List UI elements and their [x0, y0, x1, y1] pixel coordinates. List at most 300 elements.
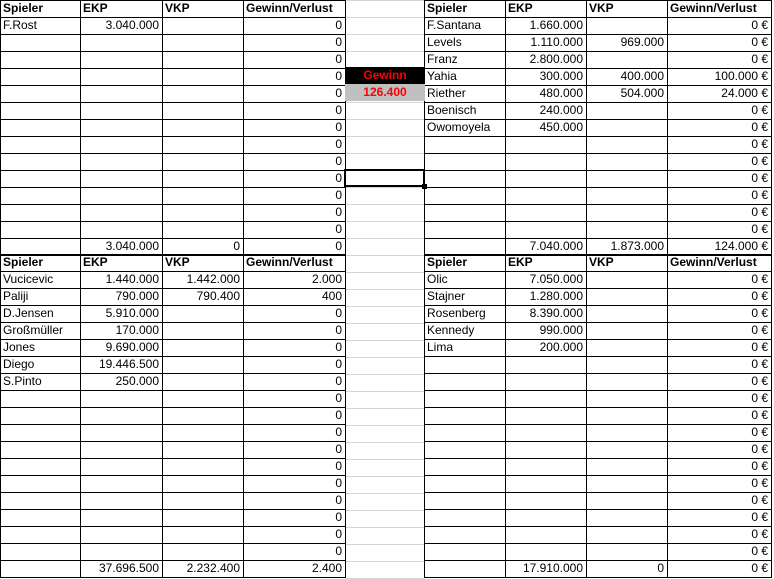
- ekp-cell[interactable]: [505, 407, 586, 424]
- player-cell[interactable]: [424, 356, 505, 373]
- vkp-cell[interactable]: [586, 441, 667, 458]
- vkp-cell[interactable]: [586, 153, 667, 170]
- ekp-cell[interactable]: [505, 492, 586, 509]
- grid-line: [424, 119, 771, 120]
- grid-line: [424, 254, 425, 578]
- vkp-cell[interactable]: [162, 475, 243, 492]
- grid-line: [0, 458, 345, 459]
- vkp-cell[interactable]: [162, 322, 243, 339]
- player-cell[interactable]: [424, 475, 505, 492]
- player-cell[interactable]: [0, 492, 80, 509]
- vkp-cell[interactable]: [586, 288, 667, 305]
- vkp-cell[interactable]: [162, 51, 243, 68]
- ekp-cell[interactable]: [80, 153, 162, 170]
- ekp-total[interactable]: 17.910.000: [522, 561, 583, 575]
- vkp-cell[interactable]: [586, 221, 667, 238]
- vkp-cell[interactable]: [586, 102, 667, 119]
- player-cell[interactable]: Riether: [427, 86, 466, 100]
- gain-cell[interactable]: 0 €: [751, 544, 768, 558]
- grid-line: [345, 476, 424, 477]
- column-header-player[interactable]: Spieler: [427, 255, 468, 269]
- gain-total[interactable]: 124.000 €: [714, 239, 768, 253]
- gain-cell[interactable]: 0: [335, 120, 342, 134]
- grid-line: [0, 356, 345, 357]
- gain-cell[interactable]: 0: [335, 425, 342, 439]
- ekp-cell[interactable]: [80, 85, 162, 102]
- ekp-cell[interactable]: [80, 119, 162, 136]
- ekp-cell[interactable]: [505, 373, 586, 390]
- column-header-vkp[interactable]: VKP: [165, 1, 190, 15]
- vkp-cell[interactable]: [162, 526, 243, 543]
- player-cell[interactable]: [424, 441, 505, 458]
- player-cell[interactable]: [0, 526, 80, 543]
- player-cell[interactable]: [0, 51, 80, 68]
- player-cell[interactable]: D.Jensen: [3, 306, 54, 320]
- gain-cell[interactable]: 0: [335, 408, 342, 422]
- ekp-cell[interactable]: [505, 424, 586, 441]
- ekp-total[interactable]: 37.696.500: [98, 561, 159, 575]
- gain-cell[interactable]: 0: [335, 323, 342, 337]
- ekp-cell[interactable]: [80, 102, 162, 119]
- gain-cell[interactable]: 0 €: [751, 357, 768, 371]
- player-cell[interactable]: [0, 68, 80, 85]
- ekp-cell[interactable]: [80, 458, 162, 475]
- gain-cell[interactable]: 0 €: [751, 103, 768, 117]
- player-cell[interactable]: [0, 204, 80, 221]
- vkp-cell[interactable]: [586, 543, 667, 560]
- player-cell[interactable]: [424, 204, 505, 221]
- gain-cell[interactable]: 0 €: [751, 188, 768, 202]
- gain-cell[interactable]: 0 €: [751, 459, 768, 473]
- player-cell[interactable]: Lima: [427, 340, 454, 354]
- player-cell[interactable]: [424, 187, 505, 204]
- vkp-total[interactable]: 2.232.400: [186, 561, 240, 575]
- grid-line: [0, 475, 345, 476]
- ekp-cell[interactable]: 480.000: [539, 86, 583, 100]
- vkp-cell[interactable]: [162, 34, 243, 51]
- gain-cell[interactable]: 24.000 €: [721, 86, 768, 100]
- grid-line: [424, 356, 771, 357]
- vkp-cell[interactable]: [586, 51, 667, 68]
- gain-cell[interactable]: 0: [335, 69, 342, 83]
- grid-line: [345, 272, 424, 273]
- player-cell[interactable]: [424, 136, 505, 153]
- player-cell[interactable]: F.Santana: [427, 18, 482, 32]
- grid-line: [424, 339, 771, 340]
- vkp-cell[interactable]: 969.000: [620, 35, 664, 49]
- ekp-cell[interactable]: 5.910.000: [105, 306, 159, 320]
- player-cell[interactable]: [0, 475, 80, 492]
- gain-cell[interactable]: 0 €: [751, 527, 768, 541]
- totals-label-cell[interactable]: [0, 560, 80, 577]
- player-cell[interactable]: [424, 170, 505, 187]
- player-cell[interactable]: [0, 221, 80, 238]
- vkp-cell[interactable]: [162, 221, 243, 238]
- vkp-cell[interactable]: [162, 424, 243, 441]
- gain-cell[interactable]: 0 €: [751, 476, 768, 490]
- vkp-cell[interactable]: [586, 492, 667, 509]
- ekp-cell[interactable]: 2.800.000: [529, 52, 583, 66]
- player-cell[interactable]: [0, 119, 80, 136]
- gain-cell[interactable]: 0: [335, 374, 342, 388]
- gain-cell[interactable]: 0: [335, 459, 342, 473]
- vkp-cell[interactable]: [586, 509, 667, 526]
- gain-cell[interactable]: 0: [335, 340, 342, 354]
- player-cell[interactable]: Diego: [3, 357, 35, 371]
- player-cell[interactable]: [0, 543, 80, 560]
- player-cell[interactable]: [0, 136, 80, 153]
- player-cell[interactable]: [0, 407, 80, 424]
- vkp-total[interactable]: 0: [657, 561, 664, 575]
- ekp-cell[interactable]: 300.000: [539, 69, 583, 83]
- ekp-cell[interactable]: [80, 204, 162, 221]
- gain-cell[interactable]: 0: [335, 306, 342, 320]
- ekp-cell[interactable]: 1.280.000: [529, 289, 583, 303]
- column-header-player[interactable]: Spieler: [427, 1, 468, 15]
- ekp-cell[interactable]: 8.390.000: [529, 306, 583, 320]
- ekp-cell[interactable]: [505, 526, 586, 543]
- ekp-cell[interactable]: 450.000: [539, 120, 583, 134]
- column-header-vkp[interactable]: VKP: [165, 255, 190, 269]
- gain-cell[interactable]: 0: [335, 52, 342, 66]
- ekp-cell[interactable]: [505, 475, 586, 492]
- vkp-cell[interactable]: [162, 85, 243, 102]
- player-cell[interactable]: [424, 458, 505, 475]
- gain-cell[interactable]: 0: [335, 86, 342, 100]
- gain-cell[interactable]: 0 €: [751, 306, 768, 320]
- vkp-cell[interactable]: [162, 153, 243, 170]
- ekp-cell[interactable]: [80, 509, 162, 526]
- player-cell[interactable]: Paliji: [3, 289, 29, 303]
- player-cell[interactable]: [424, 153, 505, 170]
- gain-cell[interactable]: 0 €: [751, 323, 768, 337]
- gain-cell[interactable]: 0 €: [751, 374, 768, 388]
- player-cell[interactable]: Yahia: [427, 69, 457, 83]
- gain-cell[interactable]: 0 €: [751, 408, 768, 422]
- ekp-cell[interactable]: [80, 221, 162, 238]
- vkp-cell[interactable]: [586, 305, 667, 322]
- ekp-cell[interactable]: [505, 390, 586, 407]
- vkp-cell[interactable]: [162, 509, 243, 526]
- player-cell[interactable]: [424, 424, 505, 441]
- vkp-cell[interactable]: [162, 407, 243, 424]
- column-header-vkp[interactable]: VKP: [589, 255, 614, 269]
- column-header-gain[interactable]: Gewinn/Verlust: [246, 1, 333, 15]
- ekp-cell[interactable]: [80, 475, 162, 492]
- player-cell[interactable]: Olic: [427, 272, 448, 286]
- ekp-cell[interactable]: [80, 441, 162, 458]
- vkp-cell[interactable]: [162, 305, 243, 322]
- player-cell[interactable]: Jones: [3, 340, 36, 354]
- grid-line: [424, 51, 771, 52]
- ekp-cell[interactable]: [505, 458, 586, 475]
- vkp-cell[interactable]: [162, 441, 243, 458]
- gewinn-total-value[interactable]: 126.400: [345, 84, 425, 101]
- column-header-ekp[interactable]: EKP: [83, 255, 108, 269]
- gain-cell[interactable]: 0 €: [751, 35, 768, 49]
- ekp-cell[interactable]: 1.440.000: [105, 272, 159, 286]
- grid-line: [345, 119, 424, 120]
- gain-cell[interactable]: 0: [335, 391, 342, 405]
- player-cell[interactable]: Vucicevic: [3, 272, 54, 286]
- player-cell[interactable]: [424, 221, 505, 238]
- totals-label-cell[interactable]: [424, 238, 505, 255]
- ekp-cell[interactable]: 19.446.500: [98, 357, 159, 371]
- player-cell[interactable]: [0, 424, 80, 441]
- ekp-cell[interactable]: [80, 51, 162, 68]
- ekp-cell[interactable]: 1.660.000: [529, 18, 583, 32]
- vkp-cell[interactable]: [162, 68, 243, 85]
- ekp-cell[interactable]: [80, 187, 162, 204]
- ekp-cell[interactable]: 9.690.000: [105, 340, 159, 354]
- player-cell[interactable]: Kennedy: [427, 323, 475, 337]
- vkp-cell[interactable]: 1.442.000: [186, 272, 240, 286]
- ekp-total[interactable]: 7.040.000: [529, 239, 583, 253]
- gain-cell[interactable]: 0 €: [751, 205, 768, 219]
- gain-cell[interactable]: 2.000: [311, 272, 342, 286]
- player-cell[interactable]: [0, 390, 80, 407]
- vkp-cell[interactable]: [586, 356, 667, 373]
- vkp-cell[interactable]: [162, 119, 243, 136]
- gain-cell[interactable]: 0 €: [751, 52, 768, 66]
- gain-cell[interactable]: 0: [335, 103, 342, 117]
- gain-cell[interactable]: 0 €: [751, 154, 768, 168]
- ekp-cell[interactable]: [80, 136, 162, 153]
- grid-line: [80, 0, 81, 256]
- ekp-cell[interactable]: [80, 68, 162, 85]
- ekp-cell[interactable]: [505, 170, 586, 187]
- player-cell[interactable]: F.Rost: [3, 18, 38, 32]
- column-header-ekp[interactable]: EKP: [508, 255, 533, 269]
- gain-cell[interactable]: 0 €: [751, 18, 768, 32]
- ekp-total[interactable]: 3.040.000: [105, 239, 159, 253]
- gain-cell[interactable]: 0 €: [751, 120, 768, 134]
- gain-cell[interactable]: 0 €: [751, 391, 768, 405]
- player-cell[interactable]: [0, 153, 80, 170]
- vkp-cell[interactable]: [586, 170, 667, 187]
- grid-line: [0, 153, 345, 154]
- grid-line: [345, 0, 346, 256]
- ekp-cell[interactable]: [505, 204, 586, 221]
- player-cell[interactable]: [424, 526, 505, 543]
- gain-total[interactable]: 0 €: [751, 561, 768, 575]
- vkp-cell[interactable]: 504.000: [620, 86, 664, 100]
- grid-line: [0, 238, 345, 239]
- player-cell[interactable]: [424, 543, 505, 560]
- ekp-cell[interactable]: [505, 136, 586, 153]
- vkp-cell[interactable]: [162, 339, 243, 356]
- ekp-cell[interactable]: 3.040.000: [105, 18, 159, 32]
- player-cell[interactable]: Stajner: [427, 289, 466, 303]
- vkp-cell[interactable]: 400.000: [620, 69, 664, 83]
- gain-cell[interactable]: 0 €: [751, 272, 768, 286]
- gain-cell[interactable]: 0 €: [751, 137, 768, 151]
- vkp-cell[interactable]: 790.400: [196, 289, 240, 303]
- player-cell[interactable]: [0, 458, 80, 475]
- ekp-cell[interactable]: 1.110.000: [530, 35, 583, 49]
- ekp-cell[interactable]: 990.000: [539, 323, 583, 337]
- grid-line: [424, 390, 771, 391]
- player-cell[interactable]: [0, 441, 80, 458]
- ekp-cell[interactable]: 200.000: [539, 340, 583, 354]
- gain-cell[interactable]: 0: [335, 137, 342, 151]
- vkp-cell[interactable]: [586, 187, 667, 204]
- vkp-cell[interactable]: [162, 102, 243, 119]
- column-header-ekp[interactable]: EKP: [508, 1, 533, 15]
- vkp-cell[interactable]: [586, 136, 667, 153]
- gain-total[interactable]: 2.400: [311, 561, 342, 575]
- player-cell[interactable]: [424, 373, 505, 390]
- ekp-cell[interactable]: 7.050.000: [529, 272, 583, 286]
- gain-cell[interactable]: 0 €: [751, 289, 768, 303]
- column-header-player[interactable]: Spieler: [3, 1, 44, 15]
- fill-handle[interactable]: [422, 184, 427, 189]
- totals-label-cell[interactable]: [424, 560, 505, 577]
- ekp-cell[interactable]: [80, 170, 162, 187]
- vkp-cell[interactable]: [586, 17, 667, 34]
- grid-line: [0, 68, 345, 69]
- gain-total[interactable]: 0: [335, 239, 342, 253]
- player-cell[interactable]: Rosenberg: [427, 306, 486, 320]
- grid-line: [0, 441, 345, 442]
- gain-cell[interactable]: 0: [335, 171, 342, 185]
- vkp-cell[interactable]: [586, 119, 667, 136]
- grid-line: [162, 254, 163, 578]
- gain-cell[interactable]: 0 €: [751, 442, 768, 456]
- ekp-cell[interactable]: [80, 424, 162, 441]
- vkp-total[interactable]: 0: [233, 239, 240, 253]
- gain-cell[interactable]: 0 €: [751, 510, 768, 524]
- gain-cell[interactable]: 400: [321, 289, 342, 303]
- vkp-cell[interactable]: [162, 204, 243, 221]
- gain-cell[interactable]: 100.000 €: [714, 69, 768, 83]
- gain-cell[interactable]: 0 €: [751, 222, 768, 236]
- gain-cell[interactable]: 0: [335, 527, 342, 541]
- ekp-cell[interactable]: [80, 543, 162, 560]
- player-cell[interactable]: [0, 170, 80, 187]
- column-header-vkp[interactable]: VKP: [589, 1, 614, 15]
- vkp-cell[interactable]: [586, 204, 667, 221]
- ekp-cell[interactable]: [505, 153, 586, 170]
- active-cell-selection[interactable]: [344, 169, 425, 187]
- grid-line: [345, 34, 424, 35]
- gain-cell[interactable]: 0 €: [751, 493, 768, 507]
- ekp-cell[interactable]: 240.000: [539, 103, 583, 117]
- player-cell[interactable]: Boenisch: [427, 103, 477, 117]
- vkp-cell[interactable]: [162, 356, 243, 373]
- ekp-cell[interactable]: [505, 356, 586, 373]
- vkp-cell[interactable]: [162, 373, 243, 390]
- gain-cell[interactable]: 0: [335, 222, 342, 236]
- player-cell[interactable]: [424, 390, 505, 407]
- gain-cell[interactable]: 0: [335, 18, 342, 32]
- vkp-cell[interactable]: [586, 339, 667, 356]
- player-cell[interactable]: [0, 187, 80, 204]
- ekp-cell[interactable]: 790.000: [115, 289, 159, 303]
- column-header-ekp[interactable]: EKP: [83, 1, 108, 15]
- gain-cell[interactable]: 0 €: [751, 340, 768, 354]
- gain-cell[interactable]: 0: [335, 544, 342, 558]
- gain-cell[interactable]: 0: [335, 357, 342, 371]
- vkp-cell[interactable]: [586, 390, 667, 407]
- gain-cell[interactable]: 0: [335, 476, 342, 490]
- vkp-cell[interactable]: [586, 424, 667, 441]
- player-cell[interactable]: [424, 492, 505, 509]
- ekp-cell[interactable]: 250.000: [115, 374, 159, 388]
- vkp-cell[interactable]: [162, 170, 243, 187]
- gain-cell[interactable]: 0: [335, 205, 342, 219]
- ekp-cell[interactable]: [505, 509, 586, 526]
- column-header-gain[interactable]: Gewinn/Verlust: [246, 255, 333, 269]
- player-cell[interactable]: [0, 509, 80, 526]
- player-cell[interactable]: Großmüller: [3, 323, 64, 337]
- totals-label-cell[interactable]: [0, 238, 80, 255]
- gewinn-label[interactable]: Gewinn: [345, 67, 425, 84]
- vkp-cell[interactable]: [586, 322, 667, 339]
- gain-cell[interactable]: 0: [335, 510, 342, 524]
- player-cell[interactable]: [0, 85, 80, 102]
- vkp-cell[interactable]: [162, 136, 243, 153]
- column-header-player[interactable]: Spieler: [3, 255, 44, 269]
- vkp-total[interactable]: 1.873.000: [610, 239, 664, 253]
- vkp-cell[interactable]: [162, 492, 243, 509]
- ekp-cell[interactable]: [505, 221, 586, 238]
- vkp-cell[interactable]: [586, 526, 667, 543]
- gain-cell[interactable]: 0: [335, 188, 342, 202]
- vkp-cell[interactable]: [162, 390, 243, 407]
- ekp-cell[interactable]: [80, 34, 162, 51]
- ekp-cell[interactable]: [80, 492, 162, 509]
- gain-cell[interactable]: 0 €: [751, 171, 768, 185]
- player-cell[interactable]: [424, 509, 505, 526]
- player-cell[interactable]: [0, 34, 80, 51]
- player-cell[interactable]: [424, 407, 505, 424]
- grid-line: [586, 0, 587, 256]
- gain-cell[interactable]: 0: [335, 493, 342, 507]
- vkp-cell[interactable]: [162, 458, 243, 475]
- vkp-cell[interactable]: [586, 271, 667, 288]
- ekp-cell[interactable]: [505, 187, 586, 204]
- gain-cell[interactable]: 0: [335, 442, 342, 456]
- grid-line: [424, 85, 771, 86]
- vkp-cell[interactable]: [162, 543, 243, 560]
- player-cell[interactable]: [0, 102, 80, 119]
- vkp-cell[interactable]: [586, 407, 667, 424]
- grid-line: [505, 0, 506, 256]
- gain-cell[interactable]: 0: [335, 154, 342, 168]
- gain-cell[interactable]: 0 €: [751, 425, 768, 439]
- ekp-cell[interactable]: [80, 390, 162, 407]
- player-cell[interactable]: Levels: [427, 35, 462, 49]
- vkp-cell[interactable]: [586, 458, 667, 475]
- ekp-cell[interactable]: [505, 543, 586, 560]
- ekp-cell[interactable]: [80, 526, 162, 543]
- gain-cell[interactable]: 0: [335, 35, 342, 49]
- column-header-gain[interactable]: Gewinn/Verlust: [670, 1, 757, 15]
- vkp-cell[interactable]: [162, 17, 243, 34]
- vkp-cell[interactable]: [162, 187, 243, 204]
- ekp-cell[interactable]: [80, 407, 162, 424]
- player-cell[interactable]: Franz: [427, 52, 458, 66]
- column-header-gain[interactable]: Gewinn/Verlust: [670, 255, 757, 269]
- grid-line: [345, 408, 424, 409]
- player-cell[interactable]: S.Pinto: [3, 374, 42, 388]
- ekp-cell[interactable]: [505, 441, 586, 458]
- vkp-cell[interactable]: [586, 475, 667, 492]
- vkp-cell[interactable]: [586, 373, 667, 390]
- ekp-cell[interactable]: 170.000: [115, 323, 159, 337]
- player-cell[interactable]: Owomoyela: [427, 120, 491, 134]
